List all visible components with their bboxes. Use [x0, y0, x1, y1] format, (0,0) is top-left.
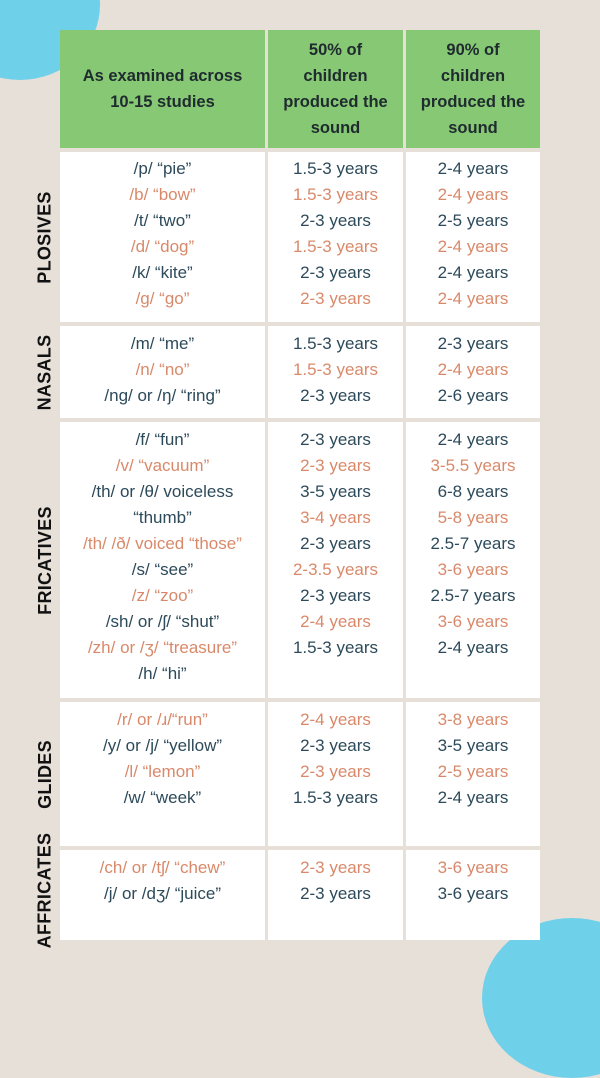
- sound-label: /m/ “me”: [130, 334, 195, 353]
- fricatives-sounds-cell: [60, 422, 265, 698]
- group-label-text: PLOSIVES: [34, 190, 55, 284]
- age-50-value: 2-3 years: [300, 263, 371, 282]
- age-50-value: 1.5-3 years: [292, 237, 379, 256]
- age-50-value: 1.5-3 years: [292, 334, 379, 353]
- age-90-value: 5-8 years: [437, 508, 509, 527]
- sound-label: /ng/ or /ŋ/ “ring”: [104, 386, 221, 405]
- age-90-value: 2-4 years: [437, 430, 509, 449]
- age-50-value: 1.5-3 years: [292, 185, 379, 204]
- sound-label: /l/ “lemon”: [124, 762, 201, 781]
- age-90-value: 3-8 years: [437, 710, 509, 729]
- age-90-value: 3-6 years: [437, 612, 509, 631]
- group-label-text: AFFRICATES: [34, 832, 55, 948]
- sound-label: /sh/ or /ʃ/ “shut”: [105, 612, 220, 631]
- age-90-value: 3-6 years: [437, 884, 509, 903]
- sound-label: “thumb”: [133, 508, 192, 527]
- sound-label: /b/ “bow”: [129, 185, 196, 204]
- age-90-value: 2-4 years: [437, 237, 509, 256]
- age-90-value: 3-6 years: [437, 858, 509, 877]
- sound-label: /w/ “week”: [123, 788, 202, 807]
- age-50-value: 2-3 years: [300, 762, 371, 781]
- age-90-value: 2.5-7 years: [430, 586, 516, 605]
- header-90-line: children: [440, 67, 506, 85]
- sound-label: /ch/ or /tʃ/ “chew”: [99, 858, 226, 877]
- age-90-value: 2-5 years: [437, 762, 509, 781]
- age-90-value: 2-4 years: [437, 185, 509, 204]
- age-50-value: 1.5-3 years: [292, 638, 379, 657]
- sound-label: /zh/ or /ʒ/ “treasure”: [87, 638, 238, 657]
- age-50-value: 2-4 years: [300, 710, 371, 729]
- sound-label: /th/ /ð/ voiced “those”: [83, 534, 242, 553]
- header-50-line: produced the: [283, 93, 388, 111]
- age-50-value: 2-3 years: [300, 534, 371, 553]
- age-90-value: 2-4 years: [437, 289, 509, 308]
- age-50-value: 2-3.5 years: [292, 560, 379, 579]
- sound-label: /v/ “vacuum”: [115, 456, 210, 475]
- age-90-value: 2-4 years: [437, 360, 509, 379]
- glides-90-cell: [406, 702, 540, 846]
- sound-label: /d/ “dog”: [130, 237, 195, 256]
- age-90-value: 2-4 years: [437, 638, 509, 657]
- affricates-90-cell: [406, 850, 540, 940]
- sound-label: /t/ “two”: [134, 211, 191, 230]
- age-90-value: 2-4 years: [437, 159, 509, 178]
- age-50-value: 3-5 years: [300, 482, 371, 501]
- age-50-value: 2-3 years: [300, 430, 371, 449]
- sound-label: /y/ or /j/ “yellow”: [102, 736, 223, 755]
- header-90-percent: [406, 30, 540, 148]
- age-50-value: 2-3 years: [300, 858, 371, 877]
- age-50-value: 2-3 years: [300, 736, 371, 755]
- sound-label: /p/ “pie”: [133, 159, 192, 178]
- age-50-value: 2-3 years: [300, 211, 371, 230]
- age-50-value: 3-4 years: [300, 508, 371, 527]
- fricatives-90-cell: [406, 422, 540, 698]
- header-50-line: 50% of: [308, 41, 363, 59]
- sound-label: /th/ or /θ/ voiceless: [91, 482, 234, 501]
- group-label-text: GLIDES: [34, 739, 55, 809]
- header-studies-line: As examined across: [82, 67, 243, 85]
- header-studies-line: 10-15 studies: [110, 93, 215, 111]
- sound-label: /s/ “see”: [131, 560, 194, 579]
- header-studies: [60, 30, 265, 148]
- header-50-percent: [268, 30, 403, 148]
- age-90-value: 3-5 years: [437, 736, 509, 755]
- decorative-circle-bottom-right: [482, 918, 600, 1078]
- sound-label: /f/ “fun”: [135, 430, 190, 449]
- sound-label: /r/ or /ɹ/“run”: [117, 710, 208, 729]
- age-50-value: 2-3 years: [300, 386, 371, 405]
- plosives-sounds-cell: [60, 152, 265, 322]
- header-50-line: sound: [310, 119, 361, 137]
- age-50-value: 1.5-3 years: [292, 788, 379, 807]
- plosives-50-cell: [268, 152, 403, 322]
- age-50-value: 1.5-3 years: [292, 159, 379, 178]
- affricates-sounds-cell: [60, 850, 265, 940]
- age-50-value: 2-3 years: [300, 586, 371, 605]
- age-90-value: 2-4 years: [437, 788, 509, 807]
- header-50-line: children: [303, 67, 368, 85]
- nasals-sounds-cell: [60, 326, 265, 418]
- age-90-value: 2.5-7 years: [430, 534, 516, 553]
- glides-50-cell: [268, 702, 403, 846]
- age-90-value: 2-5 years: [437, 211, 509, 230]
- age-90-value: 3-5.5 years: [430, 456, 516, 475]
- age-50-value: 2-3 years: [300, 456, 371, 475]
- sound-label: /z/ “zoo”: [131, 586, 194, 605]
- nasals-90-cell: [406, 326, 540, 418]
- sound-label: /h/ “hi”: [138, 664, 187, 683]
- header-90-line: 90% of: [446, 41, 500, 59]
- header-90-line: produced the: [420, 93, 526, 111]
- age-50-value: 2-3 years: [300, 289, 371, 308]
- age-90-value: 3-6 years: [437, 560, 509, 579]
- age-50-value: 1.5-3 years: [292, 360, 379, 379]
- sound-label: /j/ or /dʒ/ “juice”: [104, 884, 221, 903]
- plosives-90-cell: [406, 152, 540, 322]
- affricates-50-cell: [268, 850, 403, 940]
- sound-label: /n/ “no”: [135, 360, 190, 379]
- age-90-value: 2-6 years: [437, 386, 509, 405]
- age-90-value: 2-3 years: [437, 334, 509, 353]
- glides-sounds-cell: [60, 702, 265, 846]
- fricatives-50-cell: [268, 422, 403, 698]
- age-90-value: 2-4 years: [437, 263, 509, 282]
- age-50-value: 2-3 years: [300, 884, 371, 903]
- nasals-50-cell: [268, 326, 403, 418]
- age-90-value: 6-8 years: [437, 482, 509, 501]
- age-50-value: 2-4 years: [300, 612, 371, 631]
- header-90-line: sound: [448, 119, 498, 137]
- sound-label: /g/ “go”: [135, 289, 190, 308]
- sound-label: /k/ “kite”: [132, 263, 193, 282]
- group-label-text: FRICATIVES: [34, 505, 55, 615]
- group-label-text: NASALS: [34, 334, 55, 410]
